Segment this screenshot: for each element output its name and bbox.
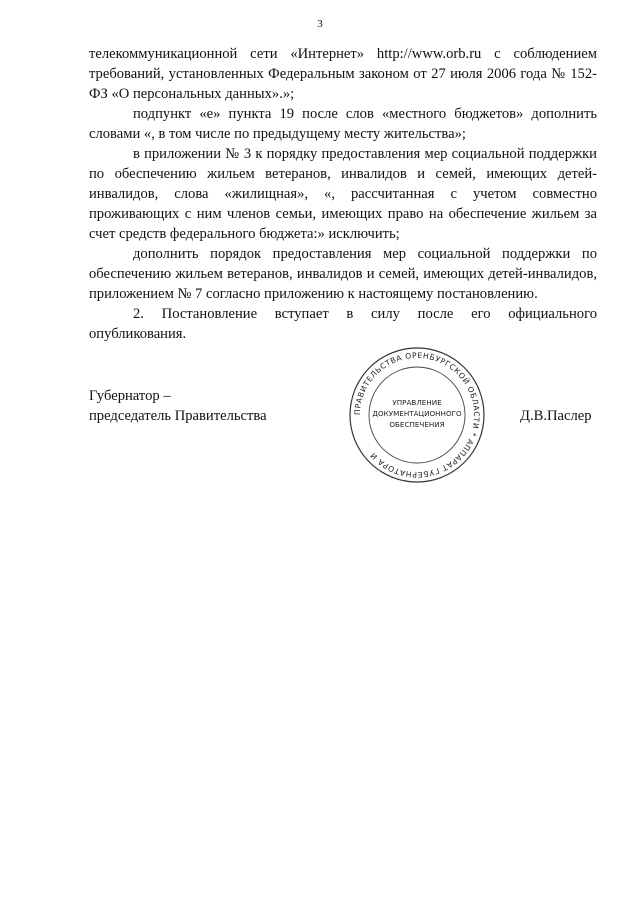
signer-title-line1: Губернатор – <box>89 388 171 404</box>
paragraph-continuation: телекоммуникационной сети «Интернет» http://www.orb.ru с соблюдением требований, установленных Федеральным законом от 27 июля 2006 года № 152-ФЗ «О персональных данных».»; <box>89 46 597 102</box>
paragraph-appendix-7: дополнить порядок предоставления мер социальной поддержки по обеспечению жильем ветеранов, инвалидов и семей, имеющих детей-инвалидов, приложением № 7 согласно приложению к настоящему постановлению. <box>89 246 597 302</box>
paragraph-appendix-3: в приложении № 3 к порядку предоставления мер социальной поддержки по обеспечению жильем ветеранов, инвалидов и семей, имеющих детей-инвалидов, слова «жилищная», «, рассчитанная с учетом совместно проживающих с ним членов семьи, имеющих право на обеспечение жильем за счет средств федерального бюджета:» исключить; <box>89 146 597 242</box>
seal-inner-line2: ДОКУМЕНТАЦИОННОГО <box>372 409 462 418</box>
paragraph-effective-date: 2. Постановление вступает в силу после его официального опубликования. <box>89 306 597 342</box>
seal-inner-line3: ОБЕСПЕЧЕНИЯ <box>389 420 445 429</box>
official-seal-stamp <box>348 346 486 484</box>
page-number: 3 <box>317 18 323 30</box>
paragraph-subpoint-e: подпункт «е» пункта 19 после слов «местного бюджетов» дополнить словами «, в том числе по предыдущему месту жительства»; <box>89 106 597 142</box>
seal-inner-line1: УПРАВЛЕНИЕ <box>392 398 442 407</box>
signer-title <box>89 386 267 426</box>
signer-title-line2: председатель Правительства <box>89 408 267 424</box>
document-body <box>89 44 597 344</box>
signer-name: Д.В.Паслер <box>520 408 592 424</box>
seal-outer-text: ПРАВИТЕЛЬСТВА ОРЕНБУРГСКОЙ ОБЛАСТИ * АППАРАТ ГУБЕРНАТОРА И <box>352 350 482 480</box>
